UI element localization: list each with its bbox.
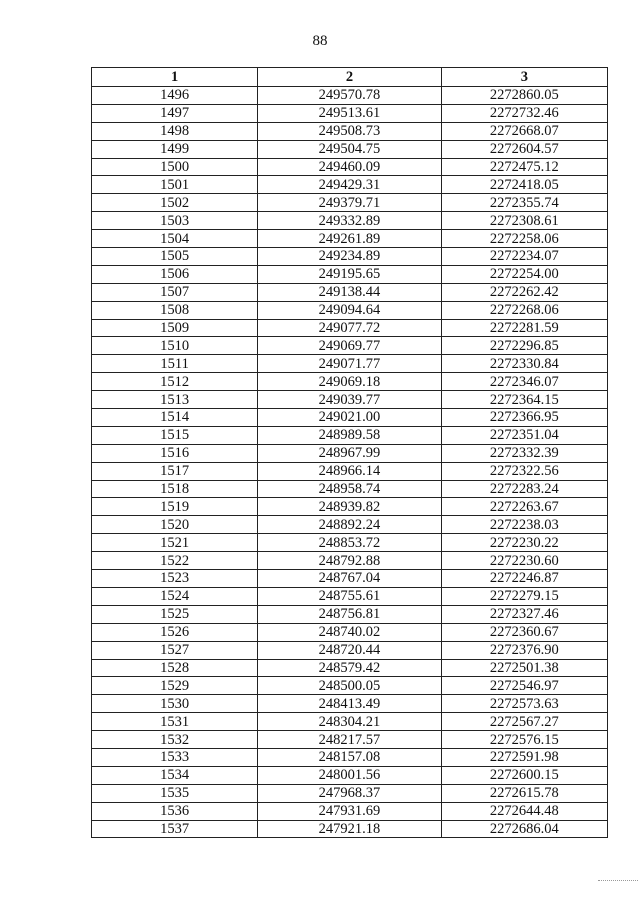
point-number-cell: 1533 <box>92 748 258 766</box>
point-number-cell: 1519 <box>92 498 258 516</box>
x-coordinate-cell: 248967.99 <box>258 444 441 462</box>
point-number-cell: 1506 <box>92 265 258 283</box>
column-header-y: 3 <box>441 68 607 87</box>
x-coordinate-cell: 248217.57 <box>258 731 441 749</box>
x-coordinate-cell: 249069.77 <box>258 337 441 355</box>
x-coordinate-cell: 248413.49 <box>258 695 441 713</box>
x-coordinate-cell: 249504.75 <box>258 140 441 158</box>
y-coordinate-cell: 2272327.46 <box>441 605 607 623</box>
point-number-cell: 1527 <box>92 641 258 659</box>
x-coordinate-cell: 248304.21 <box>258 713 441 731</box>
point-number-cell: 1525 <box>92 605 258 623</box>
y-coordinate-cell: 2272296.85 <box>441 337 607 355</box>
table-row <box>92 301 608 319</box>
table-row <box>92 480 608 498</box>
y-coordinate-cell: 2272668.07 <box>441 122 607 140</box>
point-number-cell: 1515 <box>92 426 258 444</box>
table-row <box>92 122 608 140</box>
y-coordinate-cell: 2272501.38 <box>441 659 607 677</box>
x-coordinate-cell: 248958.74 <box>258 480 441 498</box>
x-coordinate-cell: 248001.56 <box>258 766 441 784</box>
x-coordinate-cell: 247931.69 <box>258 802 441 820</box>
y-coordinate-cell: 2272376.90 <box>441 641 607 659</box>
point-number-cell: 1529 <box>92 677 258 695</box>
x-coordinate-cell: 248740.02 <box>258 623 441 641</box>
table-row <box>92 373 608 391</box>
y-coordinate-cell: 2272546.97 <box>441 677 607 695</box>
table-row <box>92 462 608 480</box>
y-coordinate-cell: 2272279.15 <box>441 587 607 605</box>
table-row <box>92 355 608 373</box>
x-coordinate-cell: 248792.88 <box>258 552 441 570</box>
table-body <box>92 87 608 838</box>
table-row <box>92 659 608 677</box>
point-number-cell: 1500 <box>92 158 258 176</box>
y-coordinate-cell: 2272604.57 <box>441 140 607 158</box>
point-number-cell: 1502 <box>92 194 258 212</box>
point-number-cell: 1518 <box>92 480 258 498</box>
point-number-cell: 1522 <box>92 552 258 570</box>
y-coordinate-cell: 2272258.06 <box>441 230 607 248</box>
y-coordinate-cell: 2272230.60 <box>441 552 607 570</box>
table-row <box>92 641 608 659</box>
x-coordinate-cell: 247921.18 <box>258 820 441 838</box>
table-row <box>92 766 608 784</box>
x-coordinate-cell: 248966.14 <box>258 462 441 480</box>
y-coordinate-cell: 2272238.03 <box>441 516 607 534</box>
x-coordinate-cell: 249332.89 <box>258 212 441 230</box>
x-coordinate-cell: 248939.82 <box>258 498 441 516</box>
y-coordinate-cell: 2272576.15 <box>441 731 607 749</box>
x-coordinate-cell: 249069.18 <box>258 373 441 391</box>
x-coordinate-cell: 248500.05 <box>258 677 441 695</box>
y-coordinate-cell: 2272346.07 <box>441 373 607 391</box>
x-coordinate-cell: 249195.65 <box>258 265 441 283</box>
point-number-cell: 1521 <box>92 534 258 552</box>
y-coordinate-cell: 2272686.04 <box>441 820 607 838</box>
point-number-cell: 1514 <box>92 409 258 427</box>
x-coordinate-cell: 248579.42 <box>258 659 441 677</box>
x-coordinate-cell: 248157.08 <box>258 748 441 766</box>
point-number-cell: 1526 <box>92 623 258 641</box>
x-coordinate-cell: 249570.78 <box>258 87 441 105</box>
y-coordinate-cell: 2272230.22 <box>441 534 607 552</box>
column-header-x: 2 <box>258 68 441 87</box>
point-number-cell: 1511 <box>92 355 258 373</box>
y-coordinate-cell: 2272418.05 <box>441 176 607 194</box>
table-row <box>92 820 608 838</box>
y-coordinate-cell: 2272573.63 <box>441 695 607 713</box>
table-row <box>92 748 608 766</box>
point-number-cell: 1504 <box>92 230 258 248</box>
table-row <box>92 731 608 749</box>
y-coordinate-cell: 2272281.59 <box>441 319 607 337</box>
table-row <box>92 283 608 301</box>
point-number-cell: 1528 <box>92 659 258 677</box>
y-coordinate-cell: 2272355.74 <box>441 194 607 212</box>
column-header-point: 1 <box>92 68 258 87</box>
point-number-cell: 1496 <box>92 87 258 105</box>
x-coordinate-cell: 249138.44 <box>258 283 441 301</box>
x-coordinate-cell: 249429.31 <box>258 176 441 194</box>
table-header <box>92 68 608 87</box>
point-number-cell: 1497 <box>92 104 258 122</box>
table-row <box>92 230 608 248</box>
y-coordinate-cell: 2272364.15 <box>441 391 607 409</box>
x-coordinate-cell: 248853.72 <box>258 534 441 552</box>
point-number-cell: 1517 <box>92 462 258 480</box>
x-coordinate-cell: 248892.24 <box>258 516 441 534</box>
table-row <box>92 212 608 230</box>
point-number-cell: 1523 <box>92 570 258 588</box>
y-coordinate-cell: 2272615.78 <box>441 784 607 802</box>
table-row <box>92 605 608 623</box>
point-number-cell: 1531 <box>92 713 258 731</box>
header-row <box>92 68 608 87</box>
table-row <box>92 587 608 605</box>
x-coordinate-cell: 249460.09 <box>258 158 441 176</box>
point-number-cell: 1534 <box>92 766 258 784</box>
x-coordinate-cell: 249261.89 <box>258 230 441 248</box>
table-row <box>92 516 608 534</box>
point-number-cell: 1524 <box>92 587 258 605</box>
x-coordinate-cell: 247968.37 <box>258 784 441 802</box>
point-number-cell: 1510 <box>92 337 258 355</box>
table-row <box>92 695 608 713</box>
table-row <box>92 104 608 122</box>
table-row <box>92 337 608 355</box>
point-number-cell: 1535 <box>92 784 258 802</box>
x-coordinate-cell: 249094.64 <box>258 301 441 319</box>
point-number-cell: 1530 <box>92 695 258 713</box>
point-number-cell: 1498 <box>92 122 258 140</box>
table-row <box>92 265 608 283</box>
table-row <box>92 140 608 158</box>
x-coordinate-cell: 248767.04 <box>258 570 441 588</box>
table-row <box>92 391 608 409</box>
table-row <box>92 552 608 570</box>
y-coordinate-cell: 2272234.07 <box>441 248 607 266</box>
point-number-cell: 1537 <box>92 820 258 838</box>
y-coordinate-cell: 2272246.87 <box>441 570 607 588</box>
point-number-cell: 1516 <box>92 444 258 462</box>
y-coordinate-cell: 2272330.84 <box>441 355 607 373</box>
page-number: 88 <box>312 33 328 49</box>
y-coordinate-cell: 2272360.67 <box>441 623 607 641</box>
table-row <box>92 176 608 194</box>
table-row <box>92 409 608 427</box>
point-number-cell: 1499 <box>92 140 258 158</box>
x-coordinate-cell: 248720.44 <box>258 641 441 659</box>
x-coordinate-cell: 249021.00 <box>258 409 441 427</box>
y-coordinate-cell: 2272475.12 <box>441 158 607 176</box>
x-coordinate-cell: 249234.89 <box>258 248 441 266</box>
y-coordinate-cell: 2272366.95 <box>441 409 607 427</box>
y-coordinate-cell: 2272860.05 <box>441 87 607 105</box>
point-number-cell: 1507 <box>92 283 258 301</box>
table-row <box>92 498 608 516</box>
y-coordinate-cell: 2272263.67 <box>441 498 607 516</box>
table-row <box>92 677 608 695</box>
table-row <box>92 570 608 588</box>
x-coordinate-cell: 249508.73 <box>258 122 441 140</box>
point-number-cell: 1536 <box>92 802 258 820</box>
y-coordinate-cell: 2272254.00 <box>441 265 607 283</box>
table-row <box>92 784 608 802</box>
table-row <box>92 319 608 337</box>
point-number-cell: 1503 <box>92 212 258 230</box>
table-row <box>92 713 608 731</box>
x-coordinate-cell: 248756.81 <box>258 605 441 623</box>
table-row <box>92 623 608 641</box>
table-row <box>92 158 608 176</box>
x-coordinate-cell: 248755.61 <box>258 587 441 605</box>
y-coordinate-cell: 2272732.46 <box>441 104 607 122</box>
x-coordinate-cell: 249071.77 <box>258 355 441 373</box>
point-number-cell: 1513 <box>92 391 258 409</box>
x-coordinate-cell: 249379.71 <box>258 194 441 212</box>
y-coordinate-cell: 2272332.39 <box>441 444 607 462</box>
table-row <box>92 802 608 820</box>
y-coordinate-cell: 2272322.56 <box>441 462 607 480</box>
point-number-cell: 1509 <box>92 319 258 337</box>
point-number-cell: 1508 <box>92 301 258 319</box>
y-coordinate-cell: 2272283.24 <box>441 480 607 498</box>
point-number-cell: 1505 <box>92 248 258 266</box>
y-coordinate-cell: 2272351.04 <box>441 426 607 444</box>
coordinates-table <box>91 67 608 838</box>
table-row <box>92 194 608 212</box>
scan-edge-mark <box>598 880 638 881</box>
table-row <box>92 248 608 266</box>
point-number-cell: 1512 <box>92 373 258 391</box>
table-row <box>92 534 608 552</box>
y-coordinate-cell: 2272591.98 <box>441 748 607 766</box>
y-coordinate-cell: 2272262.42 <box>441 283 607 301</box>
y-coordinate-cell: 2272308.61 <box>441 212 607 230</box>
point-number-cell: 1532 <box>92 731 258 749</box>
point-number-cell: 1501 <box>92 176 258 194</box>
table-row <box>92 426 608 444</box>
y-coordinate-cell: 2272644.48 <box>441 802 607 820</box>
table-row <box>92 444 608 462</box>
y-coordinate-cell: 2272600.15 <box>441 766 607 784</box>
y-coordinate-cell: 2272268.06 <box>441 301 607 319</box>
x-coordinate-cell: 249513.61 <box>258 104 441 122</box>
x-coordinate-cell: 248989.58 <box>258 426 441 444</box>
x-coordinate-cell: 249039.77 <box>258 391 441 409</box>
x-coordinate-cell: 249077.72 <box>258 319 441 337</box>
point-number-cell: 1520 <box>92 516 258 534</box>
y-coordinate-cell: 2272567.27 <box>441 713 607 731</box>
table-row <box>92 87 608 105</box>
